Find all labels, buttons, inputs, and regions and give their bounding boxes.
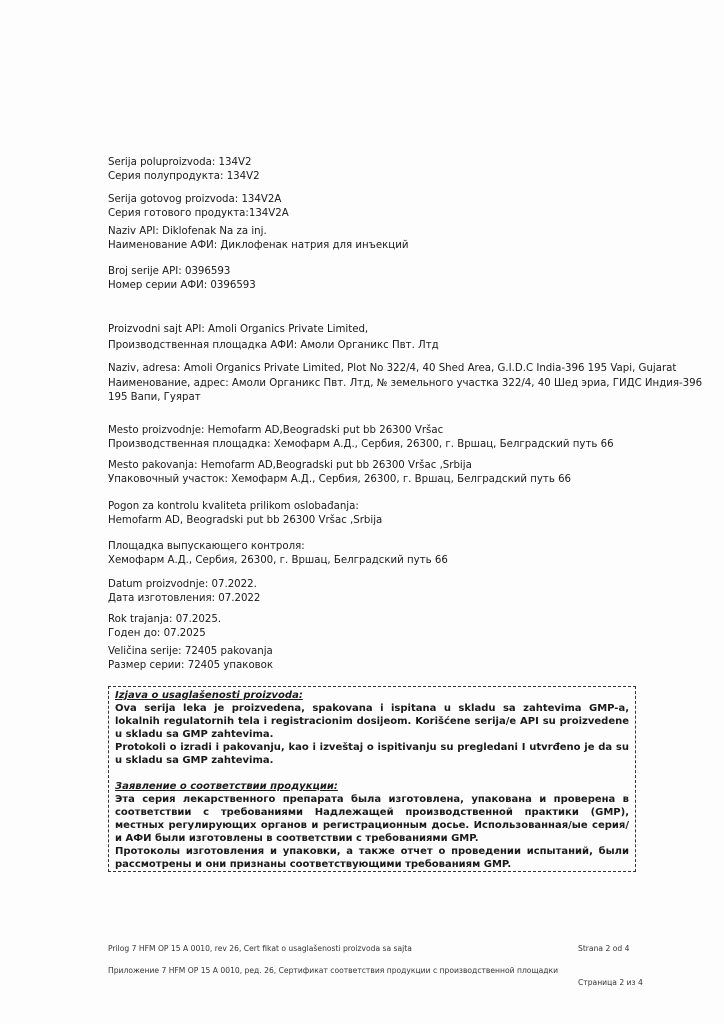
finished-batch-sr: Serija gotovog proizvoda: 134V2A [108, 194, 282, 205]
qc-site-ru-block [108, 540, 448, 567]
declaration-paragraph-ru-1: Эта серия лекарственного препарата была изготовлена, упакована и проверена в соответствии с требованиями Надлежащей производственной практики (GMP), местных регулирующих органов и регистрационным досье. Использованная/ые серия/и АФИ были изготовлены в соответствии с требованиями GMP. [115, 793, 629, 844]
footer-ru-page: Страница 2 из 4 [578, 978, 643, 987]
declaration-paragraph-sr-2: Protokoli o izradi i pakovanju, kao i izveštaj o ispitivanju su pregledani I utvrđeno je da su u skladu sa GMP zahtevima. [115, 742, 629, 767]
declaration-spacer [115, 768, 629, 780]
qc-site-ru-label: Площадка выпускающего контроля: [108, 541, 305, 552]
batch-size-block [108, 645, 273, 672]
api-batch-sr: Broj serije API: 0396593 [108, 266, 231, 277]
batch-size-sr: Veličina serije: 72405 pakovanja [108, 646, 273, 657]
expiry-date-ru: Годен до: 07.2025 [108, 627, 206, 639]
api-site-ru: Производственная площадка АФИ: Амоли Органикс Пвт. Лтд [108, 340, 439, 351]
footer-sr-left: Prilog 7 HFM OP 15 A 0010, rev 26, Cert fikat o usaglašenosti proizvoda sa sajta [108, 944, 412, 953]
api-address-block [108, 362, 724, 406]
batch-semifinished-block [108, 156, 260, 183]
qc-site-sr-address: Hemofarm AD, Beogradski put bb 26300 Vršac ,Srbija [108, 514, 383, 526]
api-address-ru-cont: 195 Вапи, Гуярат [108, 392, 201, 403]
api-address-sr: Naziv, adresa: Amoli Organics Private Limited, Plot No 322/4, 40 Shed Area, G.I.D.C India-396 195 Vapi, Gujarat [108, 363, 677, 374]
api-name-sr: Naziv API: Diklofenak Na za inj. [108, 226, 267, 237]
packaging-site-block [108, 459, 571, 486]
manufacturing-site-sr: Mesto proizvodnje: Hemofarm AD,Beogradski put bb 26300 Vršac [108, 425, 444, 436]
api-batch-block [108, 265, 256, 292]
semifinished-batch-ru: Серия полупродукта: 134V2 [108, 170, 260, 182]
manufacturing-site-ru: Производственная площадка: Хемофарм А.Д., Сербия, 26300, г. Вршац, Белградский путь 66 [108, 438, 614, 450]
expiry-date-block [108, 613, 221, 640]
declaration-paragraph-sr-1: Ova serija leka je proizvedena, spakovana i ispitana u skladu sa zahtevima GMP-a, lokalnih regulatornih tela i registracionim dosijeom. Korišćene serija/e API su proizvedene u skladu sa GMP zahtevima. [115, 703, 629, 741]
manufacturing-site-block [108, 424, 614, 451]
batch-size-ru: Размер серии: 72405 упаковок [108, 659, 274, 671]
api-name-ru: Наименование АФИ: Диклофенак натрия для инъекций [108, 239, 409, 251]
qc-site-ru-address: Хемофарм А.Д., Сербия, 26300, г. Вршац, Белградский путь 66 [108, 554, 448, 566]
manufacture-date-block [108, 578, 260, 605]
packaging-site-ru: Упаковочный участок: Хемофарм А.Д., Сербия, 26300, г. Вршац, Белградский путь 66 [108, 473, 572, 485]
qc-site-sr-block [108, 500, 382, 527]
footer-ru-left: Приложение 7 HFM OP 15 A 0010, ред. 26, Сертификат соответствия продукции с производственной площадки [108, 966, 559, 975]
manufacture-date-sr: Datum proizvodnje: 07.2022. [108, 579, 257, 590]
declaration-heading-ru: Заявление о соответствии продукции: [115, 780, 338, 792]
semifinished-batch-sr: Serija poluproizvoda: 134V2 [108, 157, 252, 168]
footer-sr-page: Strana 2 od 4 [578, 944, 630, 953]
expiry-date-sr: Rok trajanja: 07.2025. [108, 614, 222, 625]
declaration-heading-sr: Izjava o usaglašenosti proizvoda: [115, 690, 303, 701]
api-site-sr: Proizvodni sajt API: Amoli Organics Private Limited, [108, 324, 369, 335]
api-name-block [108, 225, 408, 252]
api-address-ru: Наименование, адрес: Амоли Органикс Пвт. Лтд, № земельного участка 322/4, 40 Шед эриа, ГИДС Индия-396 [108, 377, 703, 389]
finished-batch-ru: Серия готового продукта:134V2A [108, 207, 289, 219]
api-site-block [108, 322, 439, 354]
api-batch-ru: Номер серии АФИ: 0396593 [108, 279, 256, 291]
qc-site-sr-label: Pogon za kontrolu kvaliteta prilikom oslobađanja: [108, 501, 359, 512]
manufacture-date-ru: Дата изготовления: 07.2022 [108, 592, 261, 604]
packaging-site-sr: Mesto pakovanja: Hemofarm AD,Beogradski put bb 26300 Vršac ,Srbija [108, 460, 472, 471]
batch-finished-block [108, 193, 289, 220]
compliance-declaration-box [108, 686, 636, 872]
declaration-paragraph-ru-2: Протоколы изготовления и упаковки, а также отчет о проведении испытаний, были рассмотрены и они признаны соответствующими требованиям GMP. [115, 846, 629, 871]
